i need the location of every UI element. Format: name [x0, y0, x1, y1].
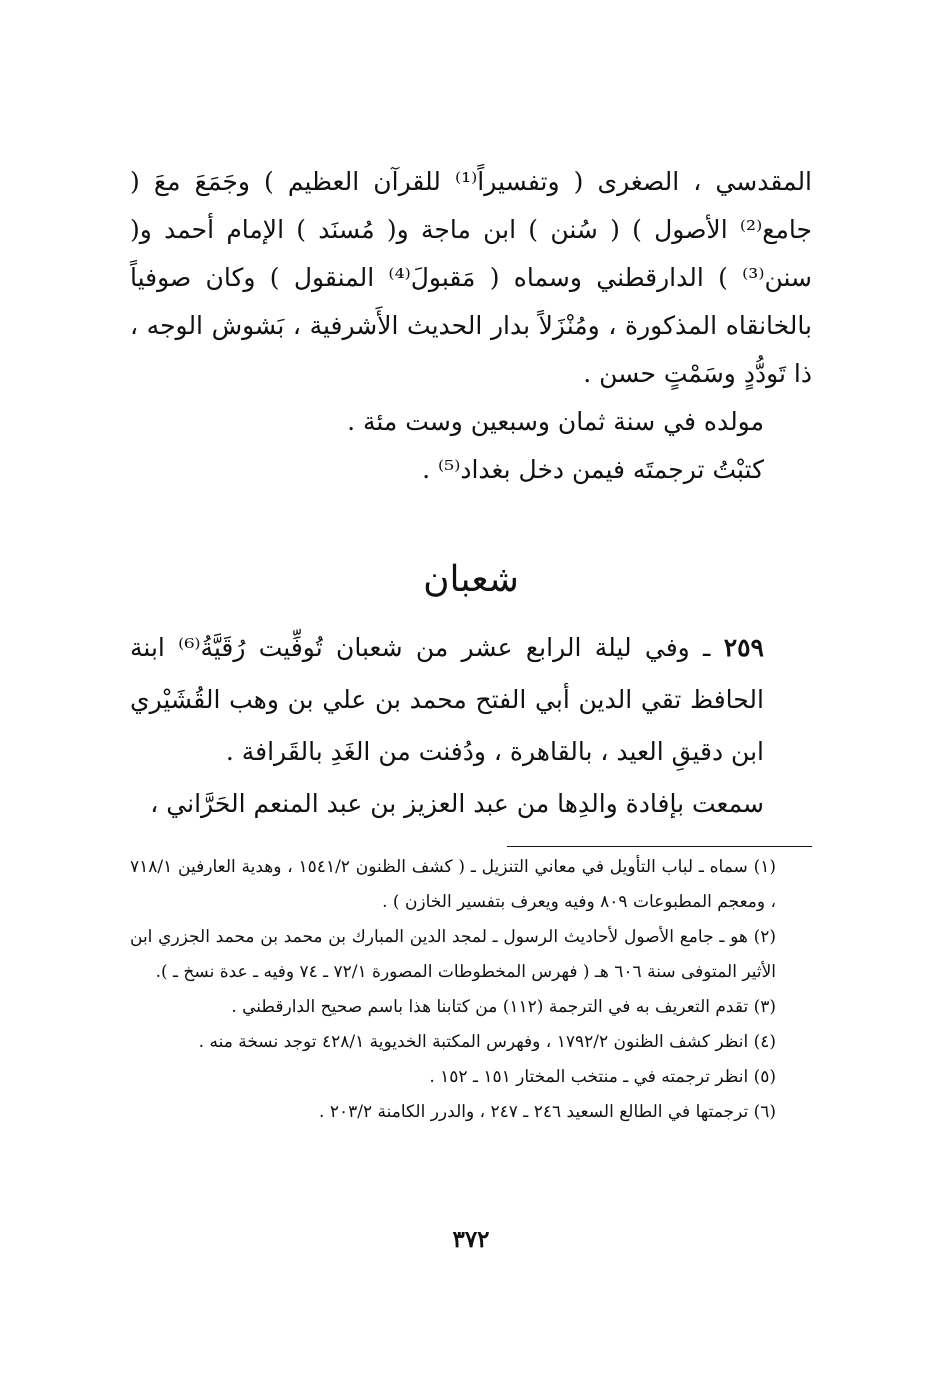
footnote-divider	[507, 846, 812, 847]
footnote-3: (٣) تقدم التعريف به في الترجمة (١١٢) من كتابنا هذا باسم صحيح الدارقطني .	[231, 997, 776, 1017]
reference-paragraph: كتبْتُ ترجمتَه فيمن دخل بغداد⁽⁵⁾ .	[422, 455, 764, 484]
footnote-6: (٦) ترجمتها في الطالع السعيد ٢٤٦ ـ ٢٤٧ ، والدرر الكامنة ٢٠٣/٢ .	[319, 1102, 776, 1122]
page-number: ٣٧٢	[452, 1226, 490, 1253]
entry-section	[130, 622, 812, 830]
footnote-1: (١) سماه ـ لباب التأويل في معاني التنزيل ـ ( كشف الظنون ١٥٤١/٢ ، وهدية العارفين ٧١٨/١ ، ومعجم المطبوعات ٨٠٩ وفيه ويعرف بتفسير الخازن ) .	[130, 857, 776, 912]
entry-number: ٢٥٩	[723, 633, 764, 662]
footnote-4: (٤) انظر كشف الظنون ١٧٩٢/٢ ، وفهرس المكتبة الخديوية ٤٢٨/١ توجد نسخة منه .	[198, 1032, 776, 1052]
birth-paragraph: مولده في سنة ثمان وسبعين وست مئة .	[347, 407, 764, 436]
main-text-block	[130, 158, 812, 494]
footnote-5: (٥) انظر ترجمته في ـ منتخب المختار ١٥١ ـ ١٥٢ .	[429, 1067, 776, 1087]
entry-text: ـ وفي ليلة الرابع عشر من شعبان تُوفِّيت رُقَيَّةُ⁽⁶⁾ ابنة الحافظ تقي الدين أبي الفتح محمد بن علي بن وهب القُشَيْري ابن دقيقِ العيد ، بالقاهرة ، ودُفنت من الغَدِ بالقَرافة .	[130, 633, 764, 766]
footnote-2: (٢) هو ـ جامع الأصول لأحاديث الرسول ـ لمجد الدين المبارك بن محمد بن محمد الجزري ابن الأثير المتوفى سنة ٦٠٦ هـ ( فهرس المخطوطات المصورة ٧٢/١ ـ ٧٤ وفيه ـ عدة نسخ ـ ).	[130, 927, 776, 982]
entry-paragraph	[130, 622, 812, 778]
section-heading: شعبان	[423, 559, 519, 600]
footnotes-block	[130, 850, 812, 1130]
biography-paragraph: المقدسي ، الصغرى ( وتفسيراً⁽¹⁾ للقرآن العظيم ) وجَمَعَ معَ ( جامع⁽²⁾ الأصول ) ( سُنن ) ابن ماجة و( مُسنَد ) الإمام أحمد و( سنن⁽³⁾ ) الدارقطني وسماه ( مَقبولَ⁽⁴⁾ المنقول ) وكان صوفياً بالخانقاه المذكورة ، ومُنْزَلاً بدار الحديث الأَشرفية ، بَشوش الوجه ، ذا تَودُّدٍ وسَمْتٍ حسن .	[130, 167, 813, 388]
entry-continuation-paragraph: سمعت بإفادة والدِها من عبد العزيز بن عبد المنعم الحَرَّاني ،	[150, 789, 764, 818]
